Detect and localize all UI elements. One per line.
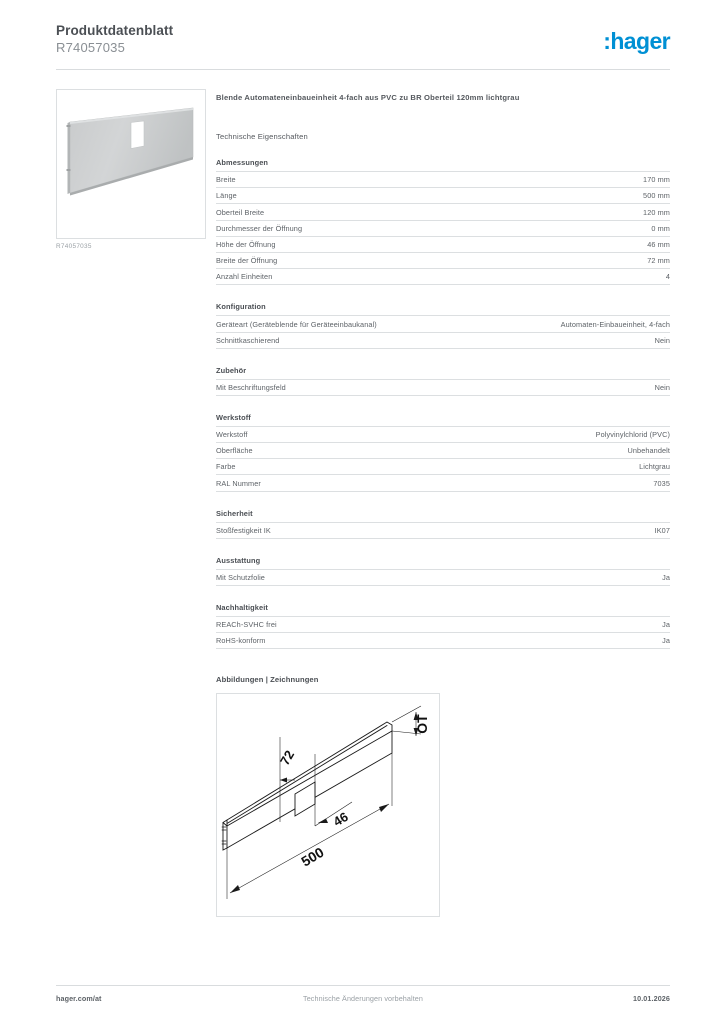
section-title: Werkstoff bbox=[216, 412, 251, 422]
section-werkstoff bbox=[216, 413, 670, 492]
hager-logo: :hager bbox=[603, 28, 670, 54]
spec-key: Mit Beschriftungsfeld bbox=[216, 382, 286, 392]
section-ausstattung bbox=[216, 556, 670, 586]
page-title: Produktdatenblatt bbox=[56, 23, 174, 38]
technical-drawing-frame bbox=[216, 693, 440, 917]
section-title: Abmessungen bbox=[216, 158, 269, 167]
table-row bbox=[216, 332, 670, 348]
spec-value: Lichtgrau bbox=[639, 462, 670, 472]
spec-table bbox=[216, 171, 670, 285]
spec-key: Anzahl Einheiten bbox=[216, 272, 273, 282]
product-image-caption: R74057035 bbox=[56, 243, 92, 250]
table-row bbox=[216, 475, 670, 491]
spec-value: 72 mm bbox=[647, 256, 670, 266]
spec-key: Farbe bbox=[216, 462, 236, 472]
footer-date: 10.01.2026 bbox=[633, 994, 670, 1003]
section-konfiguration bbox=[216, 302, 670, 348]
table-row bbox=[216, 379, 670, 395]
spec-key: Mit Schutzfolie bbox=[216, 573, 265, 582]
footer-divider bbox=[56, 985, 670, 986]
page-footer bbox=[56, 994, 670, 1008]
table-row bbox=[216, 252, 670, 268]
spec-table bbox=[216, 616, 670, 649]
spec-value: Ja bbox=[662, 620, 670, 630]
dimension-label-ot: OT bbox=[414, 714, 430, 735]
main-content bbox=[216, 92, 670, 917]
spec-key: Breite bbox=[216, 175, 236, 185]
spec-key: Schnittkaschierend bbox=[216, 335, 280, 345]
spec-table bbox=[216, 569, 670, 586]
dimension-label-500: 500 bbox=[298, 844, 327, 870]
table-row bbox=[216, 316, 670, 332]
spec-value: Unbehandelt bbox=[627, 446, 670, 456]
spec-value: 46 mm bbox=[647, 239, 670, 249]
table-row bbox=[216, 236, 670, 252]
table-row bbox=[216, 569, 670, 585]
spec-key: Länge bbox=[216, 191, 237, 201]
spec-value: Ja bbox=[662, 636, 670, 646]
header-divider bbox=[56, 69, 670, 70]
spec-value: Nein bbox=[654, 335, 670, 345]
section-title: Ausstattung bbox=[216, 555, 261, 565]
table-row bbox=[216, 269, 670, 285]
table-row bbox=[216, 443, 670, 459]
section-title: Sicherheit bbox=[216, 508, 253, 518]
spec-value: 500 mm bbox=[643, 191, 670, 201]
dimension-label-72: 72 bbox=[276, 748, 298, 769]
technical-properties-heading: Technische Eigenschaften bbox=[216, 132, 308, 141]
footer-website[interactable]: hager.com/at bbox=[56, 994, 102, 1003]
spec-value: Ja bbox=[662, 573, 670, 582]
section-zubehoer bbox=[216, 366, 670, 396]
table-row bbox=[216, 188, 670, 204]
product-image-frame bbox=[56, 89, 206, 239]
spec-value: 4 bbox=[665, 272, 670, 282]
product-photo-blende bbox=[57, 90, 205, 238]
spec-value: 120 mm bbox=[643, 207, 670, 217]
section-title: Konfiguration bbox=[216, 302, 266, 312]
table-row bbox=[216, 522, 670, 538]
spec-value: Nein bbox=[654, 382, 670, 392]
table-row bbox=[216, 459, 670, 475]
table-row bbox=[216, 204, 670, 220]
page-header bbox=[56, 22, 670, 70]
spec-key: RoHS-konform bbox=[216, 636, 266, 646]
spec-value: 0 mm bbox=[651, 223, 670, 233]
spec-key: Stoßfestigkeit IK bbox=[216, 525, 271, 535]
spec-key: Oberteil Breite bbox=[216, 207, 265, 217]
spec-key: Höhe der Öffnung bbox=[216, 239, 276, 249]
drawings-heading: Abbildungen | Zeichnungen bbox=[216, 675, 319, 685]
spec-value: 170 mm bbox=[643, 175, 670, 185]
spec-key: RAL Nummer bbox=[216, 478, 261, 488]
spec-value: IK07 bbox=[654, 525, 670, 535]
spec-key: Geräteart (Geräteblende für Geräteeinbaukanal) bbox=[216, 319, 377, 329]
section-title: Zubehör bbox=[216, 365, 247, 375]
spec-key: Oberfläche bbox=[216, 446, 253, 456]
spec-key: REACh-SVHC frei bbox=[216, 620, 277, 630]
spec-table bbox=[216, 315, 670, 348]
spec-value: Polyvinylchlorid (PVC) bbox=[595, 430, 670, 440]
product-description: Blende Automateneinbaueinheit 4-fach aus PVC zu BR Oberteil 120mm lichtgrau bbox=[216, 93, 520, 102]
product-reference: R74057035 bbox=[56, 40, 126, 55]
spec-value: 7035 bbox=[653, 478, 670, 488]
section-abmessungen bbox=[216, 158, 670, 285]
spec-value: Automaten-Einbaueinheit, 4-fach bbox=[560, 319, 670, 329]
table-row bbox=[216, 426, 670, 442]
table-row bbox=[216, 633, 670, 649]
spec-table bbox=[216, 522, 670, 539]
table-row bbox=[216, 617, 670, 633]
spec-table bbox=[216, 379, 670, 396]
dimension-label-46: 46 bbox=[330, 809, 351, 830]
spec-key: Breite der Öffnung bbox=[216, 256, 278, 266]
footer-disclaimer: Technische Änderungen vorbehalten bbox=[303, 994, 423, 1003]
table-row bbox=[216, 220, 670, 236]
spec-key: Durchmesser der Öffnung bbox=[216, 223, 303, 233]
technical-drawing bbox=[217, 694, 439, 916]
section-sicherheit bbox=[216, 509, 670, 539]
spec-table bbox=[216, 426, 670, 492]
table-row bbox=[216, 172, 670, 188]
spec-key: Werkstoff bbox=[216, 430, 248, 440]
section-nachhaltigkeit bbox=[216, 603, 670, 649]
section-title: Nachhaltigkeit bbox=[216, 603, 268, 612]
